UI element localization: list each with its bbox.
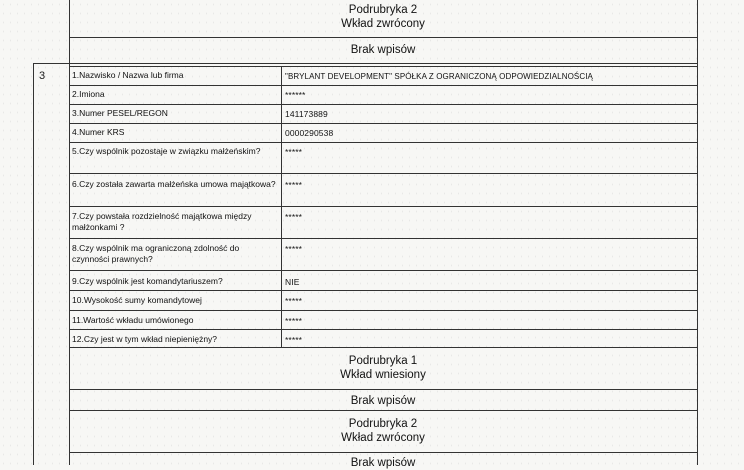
table-border <box>69 37 697 38</box>
field-value: ***** <box>285 147 303 157</box>
field-value: 0000290538 <box>285 128 334 138</box>
field-value: ***** <box>285 335 303 345</box>
subsection-title: Podrubryka 2 <box>348 4 418 16</box>
table-border <box>69 270 697 271</box>
field-value: ****** <box>285 90 306 100</box>
subsection-title: Podrubryka 2 <box>348 418 418 430</box>
subsection-title: Podrubryka 1 <box>348 355 418 367</box>
field-value: ***** <box>285 212 303 222</box>
table-border <box>697 0 698 465</box>
row-number: 3 <box>39 70 46 82</box>
field-value: ***** <box>285 180 303 190</box>
field-label: 12.Czy jest w tym wkład niepieniężny? <box>72 334 218 344</box>
field-label: 8.Czy wspólnik ma ograniczoną zdolność do czynności prawnych? <box>72 243 240 264</box>
field-label: 7.Czy powstała rozdzielność majątkowa między małżonkami ? <box>72 211 252 232</box>
field-value: ***** <box>285 244 303 254</box>
table-border <box>69 452 697 453</box>
field-value: ***** <box>285 296 303 306</box>
no-entries-text: Brak wpisów <box>350 457 416 469</box>
field-label: 9.Czy wspólnik jest komandytariuszem? <box>72 276 223 286</box>
table-border <box>33 63 697 64</box>
table-border <box>69 206 697 207</box>
field-value: NIE <box>285 277 300 287</box>
table-border <box>69 104 697 105</box>
subsection-subtitle: Wkład zwrócony <box>341 432 425 444</box>
table-border <box>69 290 697 291</box>
table-border <box>69 142 697 143</box>
subsection-subtitle: Wkład wniesiony <box>340 369 426 381</box>
subsection-subtitle: Wkład zwrócony <box>341 18 425 30</box>
table-border <box>69 347 697 348</box>
field-label: 4.Numer KRS <box>72 127 125 137</box>
field-value: ***** <box>285 316 303 326</box>
subsection-heading <box>69 354 697 382</box>
field-label: 1.Nazwisko / Nazwa lub firma <box>72 70 184 80</box>
field-label: 3.Numer PESEL/REGON <box>72 108 168 118</box>
field-label: 11.Wartość wkładu umówionego <box>72 315 194 325</box>
field-value: 141173889 <box>285 109 328 119</box>
no-entries-text: Brak wpisów <box>350 44 416 56</box>
field-value: "BRYLANT DEVELOPMENT" SPÓŁKA Z OGRANICZONĄ ODPOWIEDZIALNOŚCIĄ <box>285 72 593 81</box>
table-border <box>69 410 697 411</box>
table-border <box>33 63 34 465</box>
table-border <box>69 238 697 239</box>
field-label: 2.Imiona <box>72 89 105 99</box>
subsection-heading <box>69 417 697 445</box>
table-border <box>69 389 697 390</box>
field-label: 5.Czy wspólnik pozostaje w związku małżeńskim? <box>72 146 261 156</box>
table-border <box>69 123 697 124</box>
table-border <box>69 310 697 311</box>
table-border <box>69 329 697 330</box>
subsection-heading <box>69 3 697 31</box>
no-entries-text: Brak wpisów <box>350 395 416 407</box>
field-label: 10.Wysokość sumy komandytowej <box>72 295 202 305</box>
table-border <box>69 66 697 67</box>
table-border <box>69 173 697 174</box>
field-label: 6.Czy została zawarta małżeńska umowa majątkowa? <box>72 179 276 189</box>
table-border <box>69 85 697 86</box>
